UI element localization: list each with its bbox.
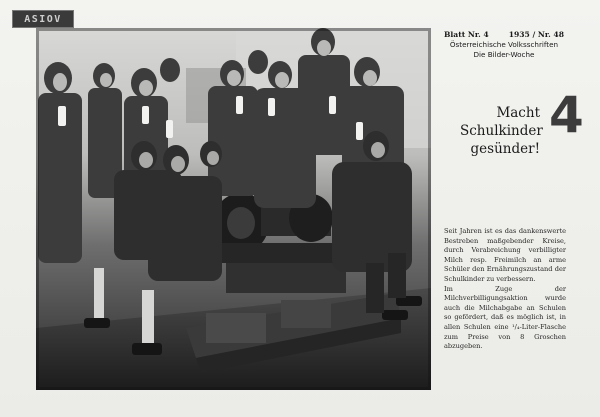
publisher-line-2: Die Bilder-Woche [473,50,535,59]
headline-line-1: Macht [496,105,540,121]
headline [460,104,543,158]
sheet-number: 4 [549,86,584,144]
masthead [444,30,594,60]
issue-label: Blatt Nr. 4 [444,30,489,39]
archive-logo [12,10,74,28]
masthead-top-row [444,30,564,40]
photograph-schoolboys-drinking-milk [36,28,431,390]
year-number-label: 1935 / Nr. 48 [508,30,564,39]
article-body [444,227,566,352]
headline-line-3: gesünder! [470,141,540,157]
publisher-line-1: Österreichische Volksschriften [449,40,559,49]
archive-logo-text: ASIOV [24,13,62,25]
article-paragraph-2: Im Zuge der Milchverbilligungsaktion wurde auch die Milchabgabe an Schulen so gefördert, daß es möglich ist, in allen Schulen eine ¹/₄-Liter-Flasche zum Preise von 8 Groschen abzugeben. [444,284,566,351]
article-paragraph-1: Seit Jahren ist es das dankenswerte Bestreben maßgebender Kreise, durch Verabreichung verbilligter Milch resp. Freimilch an arme Schüler den Ernährungszustand der Schulkinder zu verbessern. [444,227,566,283]
headline-line-2: Schulkinder [460,123,543,139]
